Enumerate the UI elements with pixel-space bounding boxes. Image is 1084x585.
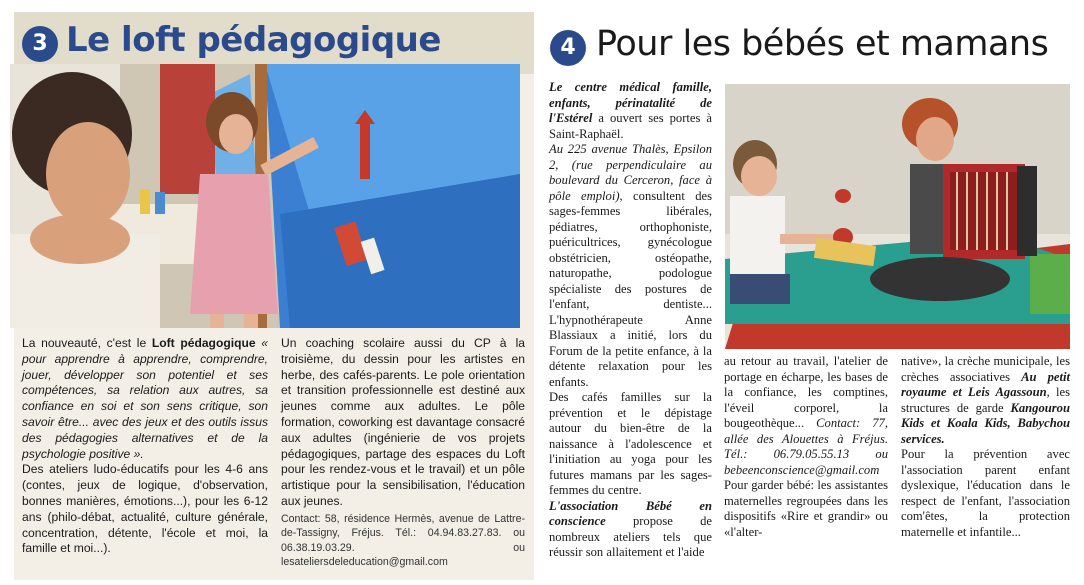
- article-title: Le loft pédagogique: [66, 20, 441, 60]
- creches-names: Au petit royaume et Leis Agassoun: [901, 369, 1070, 399]
- loft-quote: « pour apprendre à apprendre, comprendre, jouer, développer son potentiel et ses compétences, sa relation aux autres, sa confiance en soi et son sens critique, son savoir être... avec des jeux et des outils issus des pédagogies alternatives et de la psychologie positive ».: [22, 336, 268, 461]
- loft-name: Loft pédagogique: [151, 336, 256, 350]
- centre-paragraph: [549, 80, 712, 142]
- association-paragraph: [549, 499, 712, 561]
- centre-name: Le centre médical famille, enfants, périnatalité de l'Estérel: [549, 80, 712, 125]
- left-column-1: [22, 336, 268, 557]
- ateliers-text: au retour au travail, l'atelier de portage en écharpe, les bases de la confiance, les comptines, l'éveil corporel, la bougeothèque...: [724, 354, 888, 430]
- centre-address: Au 225 avenue Thalès, Epsilon 2, (rue perpendiculaire au boulevard du Cerceron, face à pôle emploi): [549, 142, 712, 203]
- garde-paragraph: Pour garder bébé: les assistantes maternelles regroupées dans les dispositifs «Rire et grandir» ou «l'alter-: [724, 478, 888, 539]
- garde-structures-names: Kangourou Kids et Koala Kids, Babychou services.: [901, 400, 1070, 446]
- creches-text-mid: , les structures de garde: [901, 385, 1070, 415]
- article-header-bebes: [544, 16, 1074, 72]
- left-column-2: [281, 336, 525, 569]
- association-text: propose de nombreux ateliers tels que réussir son allaitement et l'aide: [549, 514, 712, 559]
- association-contact: Contact: 77, allée des Alouettes à Fréjus. Tél.: 06.79.05.55.13 ou bebeenconscience@gmail.com: [724, 416, 888, 477]
- coaching-paragraph: Un coaching scolaire aussi du CP à la troisième, du dessin pour les artistes en herbe, des cafés-parents. Le pole orientation et transition professionnelle est destiné aux jeunes comme aux adultes. Le pôle formation, coworking est davantage consacré aux adultes (ingénierie de vos projets pédagogiques, partage des espaces du Loft pour les rendez-vous et le travail) et un pôle artistique pour la sensibilisation, l'éducation aux jeunes.: [281, 336, 525, 508]
- creches-paragraph: [901, 354, 1070, 447]
- loft-contact: Contact: 58, résidence Hermès, avenue de Lattre-de-Tassigny, Fréjus. Tél.: 04.94.83.27.83. ou 06.38.19.03.29. ou lesateliersdeleducation@gmail.com: [281, 512, 525, 568]
- centre-address-paragraph: [549, 142, 712, 390]
- right-column-2: [724, 354, 888, 540]
- article-number-badge: 4: [550, 30, 586, 66]
- article-number-badge: 3: [22, 26, 58, 62]
- ateliers-paragraph: [724, 354, 888, 478]
- accordion-photo: [725, 84, 1070, 349]
- child-painting-photo: [10, 64, 520, 328]
- creches-text-start: native», la crèche municipale, les crèches associatives: [901, 354, 1070, 384]
- article-title: Pour les bébés et mamans: [596, 24, 1049, 64]
- intro-paragraph: [22, 336, 268, 462]
- intro-text: La nouveauté, c'est le: [22, 336, 152, 350]
- centre-lead: a ouvert ses portes à Saint-Raphaël.: [549, 111, 712, 141]
- association-name: L'association Bébé en conscience: [549, 498, 712, 528]
- centre-services: , consultent des sages-femmes libérales, pédiatres, orthophoniste, puéricultrices, gynécologue obstétricien, ostéopathe, naturopathe, podologue spécialiste des postures de l'enfant, dentiste... L'hypnothérapeute Anne Blassiaux a initié, lors du Forum de la petite enfance, à la détente relaxation pour les enfants.: [549, 188, 712, 389]
- right-column-3: [901, 354, 1070, 540]
- ateliers-paragraph: Des ateliers ludo-éducatifs pour les 4-6 ans (contes, jeux de logique, d'observation, bonnes manières, émotions...), pour les 6-12 ans (philo-débat, actualité, culture générale, concentration, détente, l'école et moi, la famille et moi...).: [22, 462, 268, 556]
- prevention-paragraph: Pour la prévention avec l'association parent enfant dyslexique, l'éducation dans le respect de l'enfant, l'association com'êtes, la protection maternelle et infantile...: [901, 447, 1070, 539]
- cafes-paragraph: Des cafés familles sur la prévention et le dépistage autour du bien-être de la naissance à l'adolescence et l'initiation au yoga pour les futures mamans par les sages-femmes du centre.: [549, 390, 712, 497]
- right-column-1: [549, 80, 712, 561]
